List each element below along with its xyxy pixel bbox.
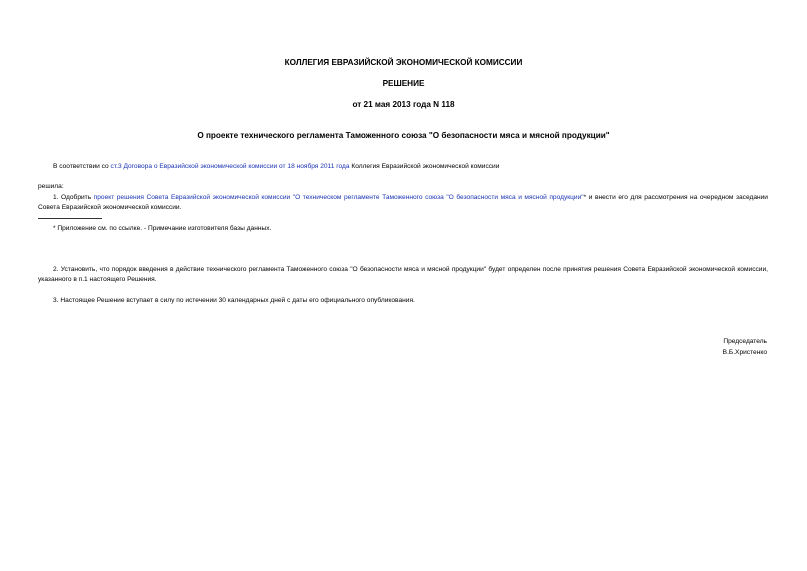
date-number-heading: от 21 мая 2013 года N 118 xyxy=(352,100,455,109)
preamble-paragraph xyxy=(53,162,499,172)
item-3-paragraph: 3. Настоящее Решение вступает в силу по истечении 30 календарных дней с даты его официального опубликования. xyxy=(53,297,415,304)
decided-label: решила: xyxy=(38,183,64,190)
signatory-name: В.Б.Христенко xyxy=(722,349,767,356)
item-1-text-before: 1. Одобрить xyxy=(53,194,94,201)
item-1-text-after: * и внести его для рассмотрения на очередном заседании Совета Евразийской экономической комиссии. xyxy=(38,194,768,212)
preamble-text-before: В соответствии со xyxy=(53,163,111,170)
preamble-text-after: Коллегия Евразийской экономической комиссии xyxy=(349,163,500,170)
document-type-heading: РЕШЕНИЕ xyxy=(382,79,425,88)
footnote-text: * Приложение см. по ссылке. - Примечание изготовителя базы данных. xyxy=(53,225,272,232)
signatory-position: Председатель xyxy=(723,338,767,345)
footnote-separator xyxy=(38,218,102,219)
item-1-paragraph xyxy=(38,193,768,214)
document-title: О проекте технического регламента Таможенного союза "О безопасности мяса и мясной продукции" xyxy=(197,131,610,140)
item-2-paragraph: 2. Установить, что порядок введения в действие технического регламента Таможенного союза "О безопасности мяса и мясной продукции" будет определен после принятия решения Совета Евразийской экономической комиссии, указанного в п.1 настоящего Решения. xyxy=(38,266,768,284)
draft-decision-link[interactable]: проект решения Совета Евразийской экономической комиссии "О техническом регламенте Таможенного союза "О безопасности мяса и мясной продукции" xyxy=(93,194,584,201)
organization-heading: КОЛЛЕГИЯ ЕВРАЗИЙСКОЙ ЭКОНОМИЧЕСКОЙ КОМИССИИ xyxy=(284,58,523,67)
treaty-article-link[interactable]: ст.3 Договора о Евразийской экономической комиссии от 18 ноября 2011 года xyxy=(110,163,350,170)
